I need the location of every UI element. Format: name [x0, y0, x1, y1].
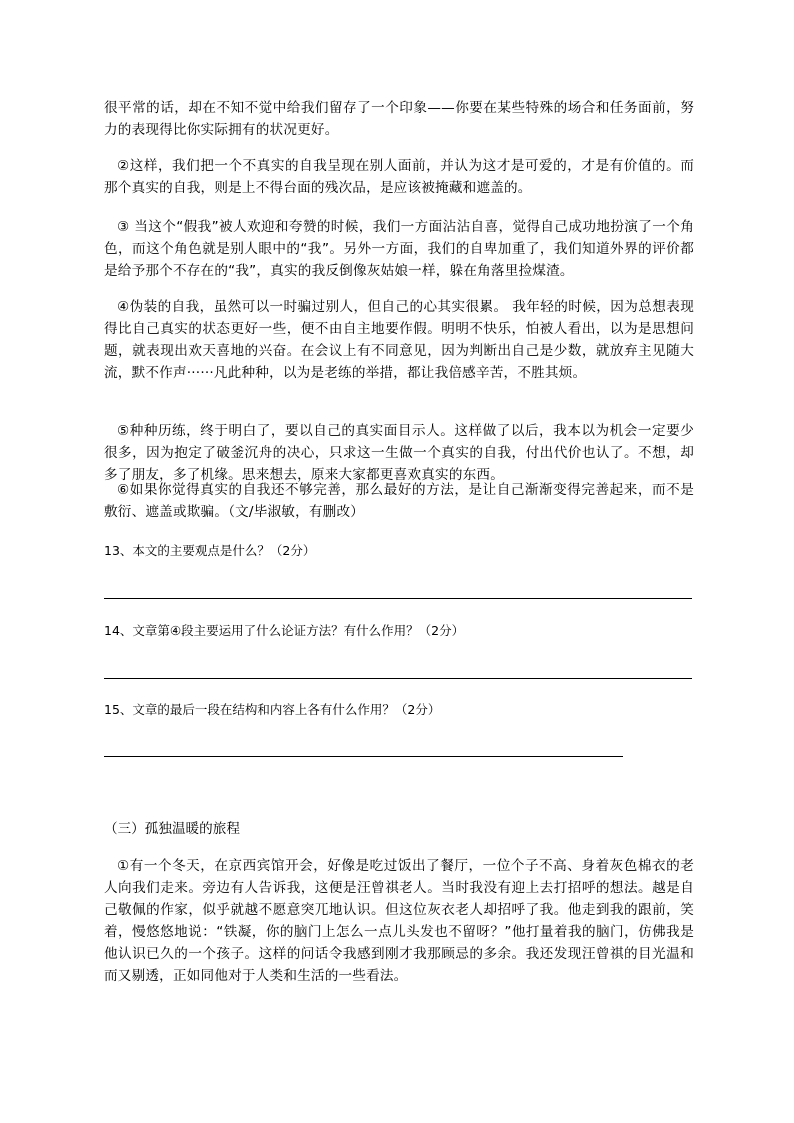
question-15: 15、文章的最后一段在结构和内容上各有什么作用？（2分） — [104, 702, 441, 717]
paragraph-intro: 很平常的话，却在不知不觉中给我们留存了一个印象——你要在某些特殊的场合和任务面前，努力的表现得比你实际拥有的状况更好。 — [104, 100, 694, 138]
answer-line-14[interactable] — [104, 678, 692, 679]
paragraph-6: ⑥如果你觉得真实的自我还不够完善，那么最好的方法，是让自己渐渐变得完善起来，而不是敷衍、遮盖或欺骗。（文/毕淑敏，有删改） — [104, 482, 694, 520]
paragraph-4: ④伪装的自我，虽然可以一时骗过别人，但自己的心其实很累。 我年轻的时候，因为总想表现得比自己真实的状态更好一些，便不由自主地要作假。明明不快乐，怕被人看出，以为是思想问题，就表现出欢天喜地的兴奋。在会议上有不同意见，因为判断出自己是少数，就放弃主见随大流，默不作声······凡此种种，以为是老练的举措，都让我倍感辛苦，不胜其烦。 — [104, 299, 694, 381]
paragraph-3: ③ 当这个“假我”被人欢迎和夸赞的时候，我们一方面沾沾自喜，觉得自己成功地扮演了一个角色，而这个角色就是别人眼中的“我”。另外一方面，我们的自卑加重了，我们知道外界的评价都是给予那个不存在的“我”，真实的我反倒像灰姑娘一样，躲在角落里捡煤渣。 — [104, 219, 694, 279]
question-14: 14、文章第④段主要运用了什么论证方法？有什么作用？（2分） — [104, 623, 465, 638]
section3-paragraph-1: ①有一个冬天，在京西宾馆开会，好像是吃过饭出了餐厅，一位个子不高、身着灰色棉衣的老人向我们走来。旁边有人告诉我，这便是汪曾祺老人。当时我没有迎上去打招呼的想法。越是自己敬佩的作家，似乎就越不愿意突兀地认识。但这位灰衣老人却招呼了我。他走到我的跟前，笑着，慢悠悠地说：“铁凝，你的脑门上怎么一点儿头发也不留呀？”他打量着我的脑门，仿佛我是他认识已久的一个孩子。这样的问话令我感到刚才我那顾忌的多余。我还发现汪曾祺的目光温和而又剔透，正如同他对于人类和生活的一些看法。 — [104, 858, 694, 984]
paragraph-2: ②这样，我们把一个不真实的自我呈现在别人面前，并认为这才是可爱的，才是有价值的。而那个真实的自我，则是上不得台面的残次品，是应该被掩藏和遮盖的。 — [104, 158, 694, 196]
paragraph-5: ⑤种种历练，终于明白了，要以自己的真实面目示人。这样做了以后，我本以为机会一定要少很多，因为抱定了破釜沉舟的决心，只求这一生做一个真实的自我，付出代价也认了。不想，却多了朋友，多了机缘。思来想去，原来大家都更喜欢真实的东西。 — [104, 423, 694, 483]
section-heading: （三）孤独温暖的旅程 — [104, 821, 240, 837]
answer-line-15[interactable] — [104, 756, 623, 757]
question-13: 13、本文的主要观点是什么？（2分） — [104, 543, 316, 558]
answer-line-13[interactable] — [104, 598, 692, 599]
